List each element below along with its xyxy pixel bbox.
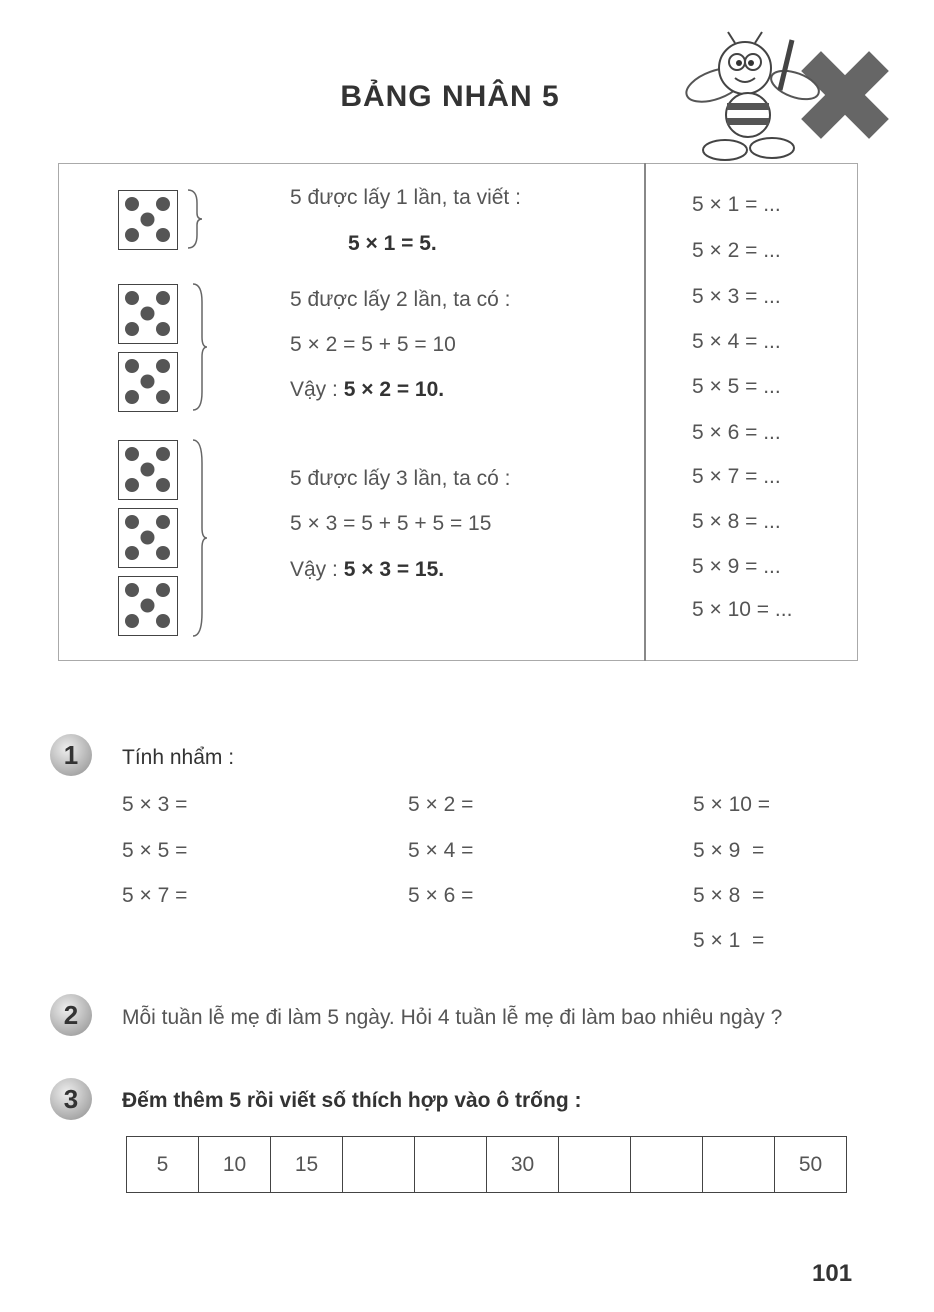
sequence-cell-blank[interactable] (343, 1137, 415, 1193)
multiplication-intro-panel (58, 163, 858, 661)
table-row: 5 × 3 = ... (692, 285, 781, 308)
sequence-cell-blank[interactable] (415, 1137, 487, 1193)
table-row: 5 × 5 = ... (692, 375, 781, 398)
exercise-1-badge: 1 (50, 734, 92, 776)
table-row: 5 × 9 = ... (692, 555, 781, 578)
table-row: 5 × 7 = ... (692, 465, 781, 488)
block2-line1: 5 được lấy 2 lần, ta có : (290, 288, 511, 311)
ex1-item: 5 × 3 = (122, 793, 188, 816)
block3-line3 (290, 558, 444, 582)
block3-line3-result: 5 × 3 = 15. (343, 558, 445, 581)
page-number: 101 (812, 1260, 853, 1287)
block3-line2: 5 × 3 = 5 + 5 + 5 = 15 (290, 512, 492, 535)
exercise-1-heading: Tính nhẩm : (122, 746, 235, 769)
sequence-cell: 30 (487, 1137, 559, 1193)
ex1-item: 5 × 6 = (408, 884, 474, 907)
brace-icon (190, 282, 210, 412)
table-row: 5 × 2 = ... (692, 239, 781, 262)
dice-five (118, 508, 178, 568)
brace-icon (185, 188, 205, 250)
sequence-cell: 10 (199, 1137, 271, 1193)
sequence-cell: 5 (127, 1137, 199, 1193)
exercise-3-heading: Đếm thêm 5 rồi viết số thích hợp vào ô trống : (122, 1089, 582, 1112)
page-title: BẢNG NHÂN 5 (340, 80, 560, 113)
table-row: 5 × 8 = ... (692, 510, 781, 533)
ex1-item: 5 × 8 = (693, 884, 765, 907)
table-row: 5 × 4 = ... (692, 330, 781, 353)
dice-five (118, 576, 178, 636)
sequence-cell: 50 (775, 1137, 847, 1193)
dice-five (118, 284, 178, 344)
table-row: 5 × 10 = ... (692, 598, 793, 621)
dice-five (118, 440, 178, 500)
dice-five (118, 190, 178, 250)
block2-line2: 5 × 2 = 5 + 5 = 10 (290, 333, 456, 356)
block2-line3-result: 5 × 2 = 10. (343, 378, 445, 401)
ex1-item: 5 × 1 = (693, 929, 765, 952)
block1-line2: 5 × 1 = 5. (348, 232, 437, 255)
ex1-item: 5 × 10 = (693, 793, 771, 816)
table-row: 5 × 1 = ... (692, 193, 781, 216)
block2-line3 (290, 378, 444, 402)
multiplication-sign-icon (777, 30, 900, 163)
exercise-2-badge: 2 (50, 994, 92, 1036)
bee-mascot-illustration (680, 30, 900, 165)
ex1-item: 5 × 9 = (693, 839, 765, 862)
panel-divider (644, 163, 646, 661)
brace-icon (190, 438, 210, 638)
counting-sequence-table (126, 1136, 847, 1193)
sequence-cell-blank[interactable] (703, 1137, 775, 1193)
ex1-item: 5 × 5 = (122, 839, 188, 862)
block2-line3-prefix: Vậy : (290, 378, 344, 401)
exercise-3-badge: 3 (50, 1078, 92, 1120)
block3-line1: 5 được lấy 3 lần, ta có : (290, 467, 511, 490)
block1-line1: 5 được lấy 1 lần, ta viết : (290, 186, 521, 209)
block3-line3-prefix: Vậy : (290, 558, 344, 581)
ex1-item: 5 × 7 = (122, 884, 188, 907)
table-row: 5 × 6 = ... (692, 421, 781, 444)
sequence-cell-blank[interactable] (631, 1137, 703, 1193)
sequence-cell: 15 (271, 1137, 343, 1193)
exercise-2-text: Mỗi tuần lễ mẹ đi làm 5 ngày. Hỏi 4 tuần lễ mẹ đi làm bao nhiêu ngày ? (122, 1006, 783, 1029)
ex1-item: 5 × 2 = (408, 793, 474, 816)
dice-five (118, 352, 178, 412)
ex1-item: 5 × 4 = (408, 839, 474, 862)
sequence-cell-blank[interactable] (559, 1137, 631, 1193)
